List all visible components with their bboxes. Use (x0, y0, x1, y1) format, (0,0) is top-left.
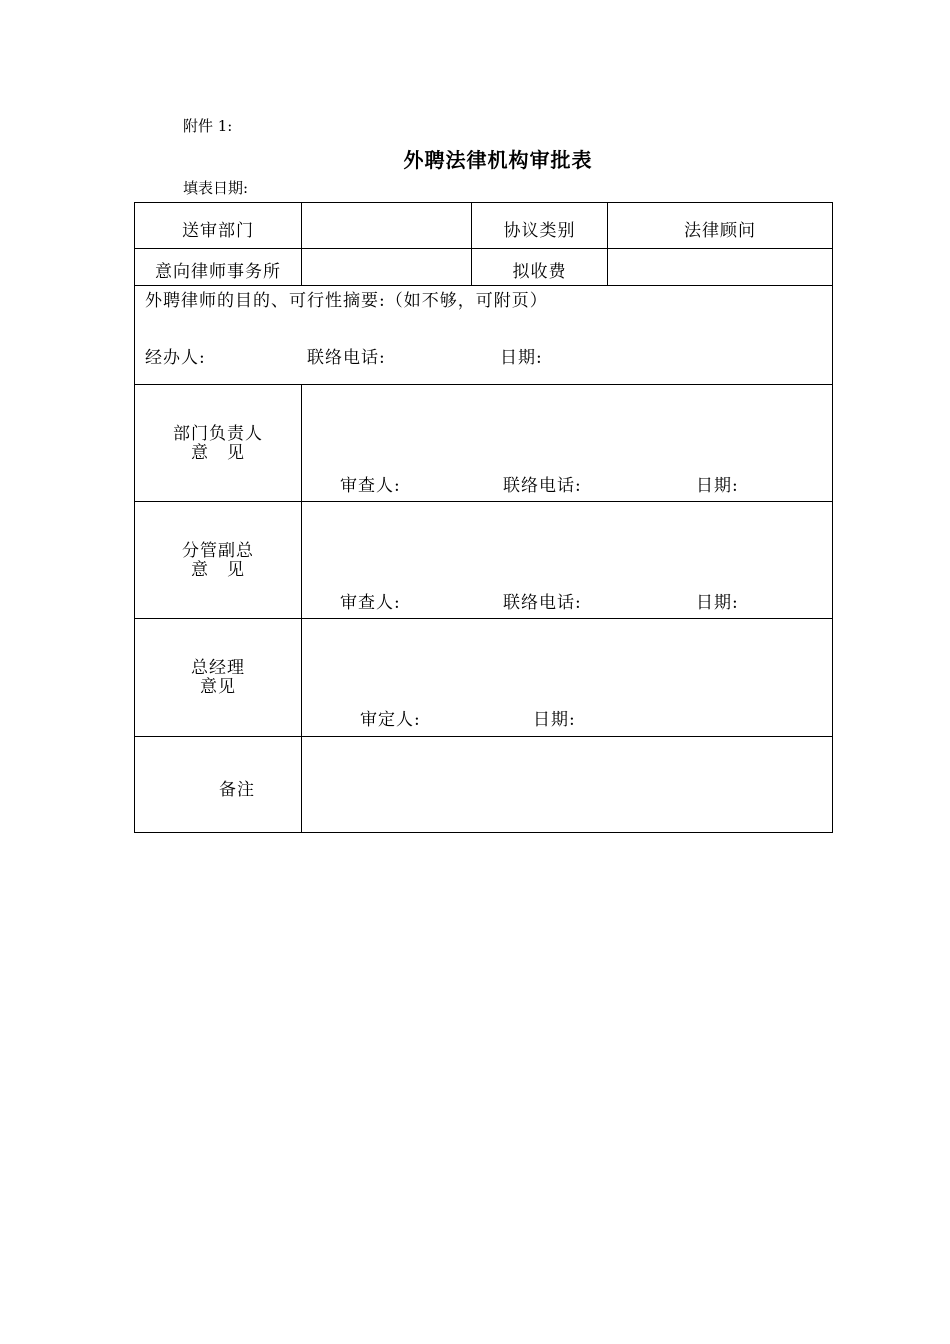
table-rule (301, 384, 302, 833)
summary-label: 外聘律师的目的、可行性摘要:（如不够，可附页） (145, 291, 548, 311)
deputy-gm-phone-label: 联络电话: (503, 593, 582, 613)
dept-head-label-line1: 部门负责人 (173, 424, 263, 444)
gm-date-label: 日期: (533, 710, 576, 730)
summary-date-label: 日期: (500, 348, 543, 368)
agreement-type-label: 协议类别 (503, 221, 576, 241)
gm-opinion-label (135, 659, 301, 697)
deputy-gm-date-label: 日期: (696, 593, 739, 613)
handler-phone-label: 联络电话: (307, 348, 386, 368)
table-rule (301, 202, 302, 286)
fee-label: 拟收费 (512, 262, 567, 282)
dept-head-phone-label: 联络电话: (503, 476, 582, 496)
table-rule (134, 248, 833, 249)
gm-label-line2: 意见 (200, 677, 236, 697)
dept-head-label-line2: 意 见 (191, 443, 245, 463)
gm-label-line1: 总经理 (191, 658, 245, 678)
table-rule (607, 202, 608, 286)
firm-label: 意向律师事务所 (155, 262, 281, 282)
table-rule (134, 501, 833, 502)
table-border-right (832, 202, 833, 833)
table-border-bottom (134, 832, 833, 833)
deputy-gm-reviewer-label: 审查人: (340, 593, 401, 613)
agreement-type-value[interactable]: 法律顾问 (684, 221, 756, 241)
deputy-gm-opinion-label (135, 542, 301, 580)
table-rule (134, 618, 833, 619)
deputy-gm-label-line2: 意 见 (191, 560, 245, 580)
gm-approver-label: 审定人: (360, 710, 421, 730)
handler-label: 经办人: (145, 348, 206, 368)
table-rule (134, 384, 833, 385)
deputy-gm-label-line1: 分管副总 (182, 541, 254, 561)
attachment-label: 附件 1: (183, 117, 233, 135)
dept-label: 送审部门 (182, 221, 254, 241)
dept-head-reviewer-label: 审查人: (340, 476, 401, 496)
table-border-left (134, 202, 135, 833)
table-rule (134, 736, 833, 737)
form-title: 外聘法律机构审批表 (403, 148, 593, 172)
table-border-top (134, 202, 833, 203)
dept-head-opinion-label (135, 425, 301, 463)
dept-head-date-label: 日期: (696, 476, 739, 496)
remarks-label: 备注 (219, 780, 255, 800)
fill-date-label: 填表日期: (183, 179, 249, 197)
